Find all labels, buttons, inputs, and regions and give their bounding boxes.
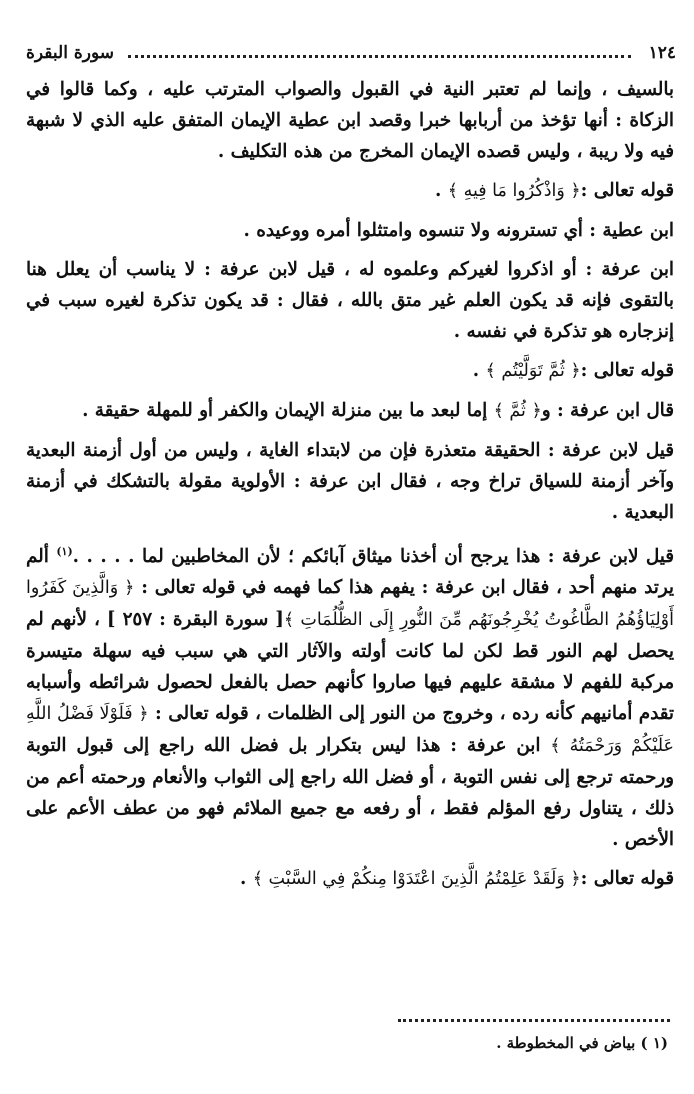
paragraph [26, 863, 674, 895]
quran-quote: ﴿ وَاذْكُرُوا مَا فِيهِ ﴾ [447, 181, 581, 201]
paragraph-text: قيل لابن عرفة : هذا يرجح أن أخذنا ميثاق آبائكم ؛ لأن المخاطبين لما . . . . . [72, 546, 674, 568]
footnote-reference[interactable]: (١) [56, 545, 73, 558]
paragraph-text: ابن عطية : أي تسترونه ولا تنسوه وامتثلوا أمره ووعيده . [243, 220, 674, 241]
paragraph [26, 395, 674, 427]
paragraph-text: . [239, 868, 253, 890]
footnote-separator [398, 1019, 670, 1022]
paragraph-text: قيل لابن عرفة : الحقيقة متعذرة فإن من لابتداء الغاية ، وليس من أول أزمنة البعدية وآخر أزمنة للسياق تراخ وجه ، فقال ابن عرفة : الأولوية مقولة بالتشكك في أزمنة البعدية . [26, 440, 674, 523]
paragraph [26, 215, 674, 246]
paragraph-text: ابن عرفة : هذا ليس بتكرار بل فضل الله راجع إلى قبول التوبة ورحمته ترجع إلى نفس التوبة ، أو فضل الله راجع إلى الثواب والأنعام ورحمته أعم من ذلك ، يتناول رفع المؤلم فقط ، أو رفعه مع جميع الملائم فهو من عطف الأعم على الأخص . [26, 735, 674, 851]
quran-quote: ﴿ ثُمَّ تَوَلَّيْتُم ﴾ [485, 361, 581, 381]
main-text [26, 74, 674, 903]
paragraph [26, 355, 674, 387]
quran-quote: ﴿ فَلَوْلَا فَضْلُ اللَّهِ عَلَيْكُمْ وَرَحْمَتُهُ ﴾ [26, 704, 675, 757]
quran-quote: ﴿ وَلَقَدْ عَلِمْتُمُ الَّذِينَ اعْتَدَوْا مِنكُمْ فِي السَّبْتِ ﴾ [252, 869, 581, 890]
quran-quote: ﴿ وَالَّذِينَ كَفَرُوا أَوْلِيَاؤُهُمُ الطَّاغُوتُ يُخْرِجُونَهُم مِّنَ النُّورِ إِلَى الظُّلُمَاتِ ﴾ [26, 578, 674, 631]
paragraph-text: قوله تعالى : [580, 868, 674, 890]
paragraph-text: قال ابن عرفة : و [541, 400, 674, 421]
paragraph [26, 536, 674, 855]
paragraph-text: . [472, 360, 486, 381]
paragraph [26, 435, 674, 528]
paragraph-text: إما لبعد ما بين منزلة الإيمان والكفر أو للمهلة حقيقة . [82, 400, 494, 421]
page-header [26, 38, 676, 68]
paragraph-text: ابن عرفة : أو اذكروا لغيركم وعلموه له ، قيل لابن عرفة : لا يناسب أن يعلل هنا بالتقوى فإنه قد يكون العلم غير متق بالله ، فقال : قد يكون تذكرة لغيره سبب في إنزجاره هو تذكرة في نفسه . [26, 259, 674, 342]
footnote: (١ ) بياض في المخطوطة . [496, 1034, 668, 1052]
paragraph-text: ألم يرتد منهم أحد ، فقال ابن عرفة : يفهم هذا كما فهمه في قوله تعالى : [26, 546, 674, 599]
paragraph [26, 74, 674, 167]
paragraph-text: قوله تعالى : [580, 180, 674, 201]
header-dotted-rule [128, 55, 631, 58]
paragraph [26, 254, 674, 347]
paragraph-text: [ سورة البقرة : ٢٥٧ ] ، لأنهم لم يحصل لهم النور قط لكن لما كانت أولته والآثار التي هي سبب فيه سهلة متيسرة مركبة للفهم لا مشقة عليهم فيها صاروا كأنهم حصل بالفعل لحصول شرائطه وأسبابه تقدم أمانيهم كأنه رده ، وخروج من النور إلى الظلمات ، قوله تعالى : [26, 609, 674, 725]
paragraph-text: . [435, 180, 448, 201]
paragraph-text: بالسيف ، وإنما لم تعتبر النية في القبول والصواب المترتب عليه ، وكما قالوا في الزكاة : أنها تؤخذ من أربابها خبرا وقصد ابن عطية الإيمان المتفق عليه الذي لا شبهة فيه ولا ريبة ، وليس قصده الإيمان المخرج من هذه التكليف . [26, 79, 674, 162]
quran-quote: ﴿ ثُمَّ ﴾ [493, 401, 542, 421]
paragraph [26, 175, 674, 207]
page-number: ١٢٤ [648, 43, 676, 63]
paragraph-text: قوله تعالى : [580, 360, 674, 381]
sura-title: سورة البقرة [26, 43, 114, 63]
